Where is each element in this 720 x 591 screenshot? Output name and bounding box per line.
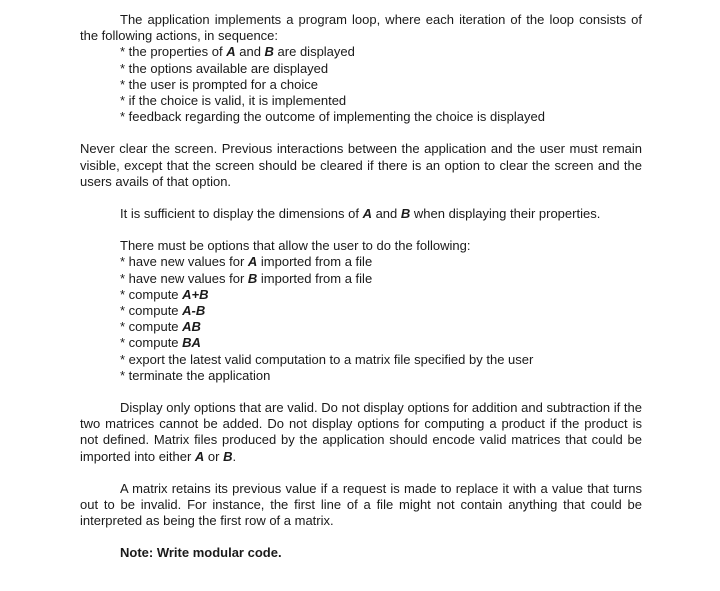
- list-item: * the options available are displayed: [120, 60, 329, 76]
- list-item: * have new values for A imported from a file: [120, 254, 373, 270]
- loop-actions-list: [80, 44, 642, 125]
- list-item: * have new values for B imported from a file: [120, 270, 373, 286]
- list-item: * feedback regarding the outcome of implementing the choice is displayed: [120, 109, 545, 125]
- modular-code-note: Note: Write modular code.: [120, 545, 282, 561]
- list-item: * compute AB: [120, 319, 201, 335]
- never-clear-paragraph: Never clear the screen. Previous interactions between the application and the user must remain visible, except that the screen should be cleared if there is an option to clear the screen and the users avails of that option.: [80, 141, 642, 189]
- list-item: * if the choice is valid, it is implemented: [120, 93, 347, 109]
- list-item: * terminate the application: [120, 367, 271, 383]
- dimensions-paragraph: It is sufficient to display the dimensions of A and B when displaying their properties.: [120, 206, 601, 222]
- loop-description: The application implements a program loop, where each iteration of the loop consists of the following actions, in sequence:: [80, 12, 642, 44]
- list-item: * the properties of A and B are displayed: [120, 44, 355, 60]
- list-item: * the user is prompted for a choice: [120, 76, 318, 92]
- list-item: * export the latest valid computation to a matrix file specified by the user: [120, 351, 534, 367]
- list-item: * compute A+B: [120, 286, 209, 302]
- list-item: * compute A-B: [120, 303, 206, 319]
- retain-value-paragraph: A matrix retains its previous value if a request is made to replace it with a value that turns out to be invalid. For instance, the first line of a file might not contain anything that could be interpreted as being the first row of a matrix.: [80, 480, 642, 529]
- options-list: [80, 254, 642, 384]
- options-intro: There must be options that allow the user to do the following:: [120, 238, 471, 254]
- document-page: [80, 12, 642, 562]
- valid-options-paragraph: Display only options that are valid. Do not display options for addition and subtraction if the two matrices cannot be added. Do not display options for computing a product if the product is not defined. Matrix files produced by the application should encode valid matrices that could be imported into either A or B.: [80, 400, 642, 464]
- list-item: * compute BA: [120, 335, 201, 351]
